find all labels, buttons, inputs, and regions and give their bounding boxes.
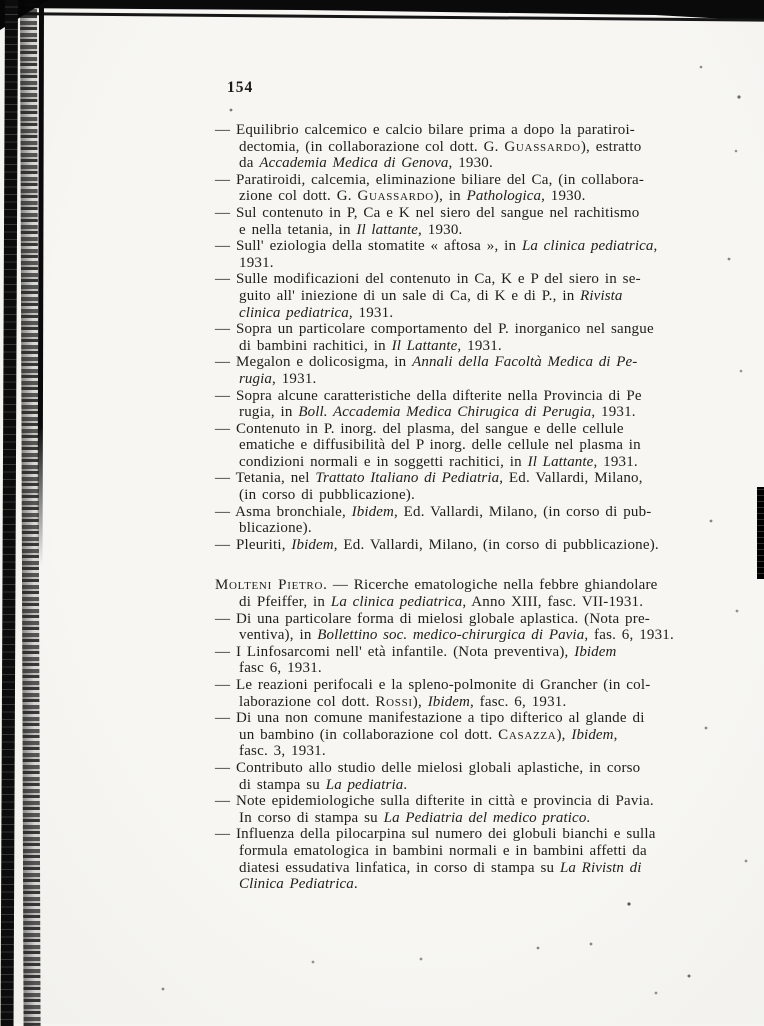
- entry-line: [215, 288, 735, 305]
- entry-text: fasc. 3, 1931.: [239, 743, 326, 760]
- entry-text: ), in: [433, 188, 467, 205]
- italic-title-text: Bollettino soc. medico-chirurgica di Pavia: [317, 627, 585, 644]
- entry-text: , 1930.: [541, 188, 586, 205]
- entry-text: — Sul contenuto in P, Ca e K nel siero del sangue nel rachitismo: [215, 204, 640, 221]
- entry-text: — Sull' eziologia della stomatite « aftosa », in: [215, 238, 522, 255]
- entry-text: — Di una non comune manifestazione a tipo difterico al glande di: [215, 710, 645, 727]
- entry-line: [215, 777, 735, 794]
- bibliography-entry: [215, 388, 735, 421]
- entry-text: , 1931.: [457, 337, 502, 354]
- bibliography-entry: [215, 611, 735, 644]
- bibliography-entry: [215, 826, 735, 892]
- bibliography-entry: [215, 644, 735, 677]
- italic-title-text: Il Lattante: [391, 337, 458, 354]
- entry-line: [215, 743, 735, 760]
- smallcaps-name: Casazza: [498, 726, 557, 743]
- entry-text: di stampa su: [239, 776, 326, 793]
- bibliography-section-2: [215, 577, 735, 892]
- entry-text: rugia, in: [239, 404, 299, 421]
- smallcaps-name: Rossi: [375, 693, 413, 710]
- entry-line: [215, 371, 735, 388]
- bibliography-entry: [215, 172, 735, 205]
- entry-line: [215, 677, 735, 694]
- italic-title-text: Annali della Facoltà Medica di Pe-: [412, 354, 638, 371]
- entry-text: In corso di stampa su: [239, 809, 384, 826]
- entry-line: [215, 271, 735, 288]
- bibliography-entry: [215, 504, 735, 537]
- entry-text: , 1930.: [448, 155, 493, 172]
- italic-title-text: Ibidem: [427, 693, 470, 710]
- entry-text: blicazione).: [239, 520, 312, 537]
- bibliography-entry: [215, 421, 735, 471]
- entry-text: — Sulle modificazioni del contenuto in Ca, K e P del siero in se-: [215, 271, 641, 288]
- entry-line: [215, 155, 735, 172]
- entry-line: [215, 222, 735, 239]
- entry-text: , 1930.: [418, 221, 463, 238]
- entry-line: [215, 727, 735, 744]
- italic-title-text: Rivista: [580, 287, 623, 304]
- italic-title-text: La clinica pediatrica: [330, 594, 463, 611]
- entry-line: [215, 537, 735, 554]
- bibliography-entry: [215, 271, 735, 321]
- entry-text: diatesi essudativa linfatica, in corso di stampa su: [239, 859, 560, 876]
- entry-line: [215, 454, 735, 471]
- bibliography-entry: [215, 205, 735, 238]
- entry-text: , Ed. Vallardi, Milano, (in corso di pub-: [393, 503, 652, 520]
- entry-text: — Equilibrio calcemico e calcio bilare prima a dopo la paratiroi-: [215, 122, 636, 138]
- entry-text: ematiche e diffusibilità del P inorg. delle cellule nel plasma in: [239, 437, 641, 454]
- entry-line: [215, 594, 735, 611]
- smallcaps-name: Molteni Pietro: [215, 577, 324, 594]
- entry-text: — Asma bronchiale,: [215, 503, 352, 520]
- italic-title-text: Ibidem: [291, 536, 334, 553]
- entry-text: condizioni normali e in soggetti rachitici, in: [239, 453, 528, 470]
- entry-text: .: [586, 809, 591, 826]
- entry-line: [215, 520, 735, 537]
- entry-line: [215, 860, 735, 877]
- entry-text: ventiva), in: [239, 627, 318, 644]
- entry-text: di bambini rachitici, in: [239, 337, 392, 354]
- entry-text: — Influenza della pilocarpina sul numero dei globuli bianchi e sulla: [215, 826, 656, 843]
- entry-text: ,: [613, 726, 618, 743]
- entry-text: , Ed. Vallardi, Milano,: [499, 470, 643, 487]
- italic-title-text: Il Lattante: [527, 453, 594, 470]
- entry-line: [215, 321, 735, 338]
- entry-text: , 1931.: [348, 304, 394, 321]
- bibliography-entry: [215, 710, 735, 760]
- bibliography-text-block: [215, 122, 735, 893]
- entry-text: , 1931.: [593, 453, 638, 470]
- page-number: 154: [227, 79, 254, 96]
- entry-line: [215, 826, 735, 843]
- entry-text: , Ed. Vallardi, Milano, (in corso di pubblicazione).: [333, 536, 659, 553]
- entry-text: , fasc. 6, 1931.: [469, 693, 567, 710]
- italic-title-text: Ibidem: [571, 726, 614, 743]
- entry-text: formula ematologica in bambini normali e in bambini affetti da: [239, 842, 647, 859]
- entry-line: [215, 255, 735, 272]
- entry-text: ), estratto: [580, 138, 642, 155]
- scan-artifact-right-edge: [757, 487, 764, 579]
- bibliography-entry: [215, 470, 735, 503]
- entry-line: [215, 793, 735, 810]
- entry-line: [215, 627, 735, 644]
- italic-title-text: Il lattante: [356, 221, 419, 238]
- entry-text: , Anno XIII, fasc. VII-1931.: [462, 594, 644, 611]
- entry-line: [215, 760, 735, 777]
- entry-line: [215, 338, 735, 355]
- italic-title-text: La Pediatria del medico pratico: [383, 809, 587, 826]
- entry-text: . — Ricerche ematologiche nella febbre ghiandolare: [323, 577, 658, 594]
- italic-title-text: clinica pediatrica: [239, 304, 349, 321]
- entry-text: ,: [653, 238, 658, 255]
- entry-text: — Pleuriti,: [215, 536, 292, 553]
- entry-line: [215, 876, 735, 893]
- entry-line: [215, 354, 735, 371]
- entry-line: [215, 188, 735, 205]
- bibliography-entry: [215, 677, 735, 710]
- smallcaps-name: Guassardo: [357, 188, 434, 205]
- entry-line: [215, 205, 735, 222]
- entry-line: [215, 810, 735, 827]
- entry-text: un bambino (in collaborazione col dott.: [239, 726, 499, 743]
- bibliography-entry: [215, 321, 735, 354]
- bibliography-entry: [215, 760, 735, 793]
- entry-text: laborazione col dott.: [239, 693, 376, 710]
- entry-text: — Tetania, nel: [215, 470, 316, 487]
- italic-title-text: La Rivistn di: [559, 859, 642, 876]
- entry-line: [215, 421, 735, 438]
- bibliography-entry: [215, 238, 735, 271]
- entry-text: .: [403, 776, 408, 793]
- entry-text: — Sopra alcune caratteristiche della difterite nella Provincia di Pe: [215, 387, 642, 404]
- italic-title-text: Ibidem: [351, 503, 394, 520]
- entry-line: [215, 644, 735, 661]
- bibliography-section-1: [215, 122, 735, 553]
- bibliography-entry: [215, 793, 735, 826]
- entry-text: zione col dott. G.: [239, 188, 358, 205]
- entry-text: ),: [556, 726, 572, 743]
- entry-text: .: [353, 876, 358, 893]
- italic-title-text: rugia: [239, 370, 273, 387]
- smallcaps-name: Guassardo: [504, 138, 581, 155]
- entry-line: [215, 710, 735, 727]
- entry-text: , fas. 6, 1931.: [584, 627, 674, 644]
- italic-title-text: Pathologica: [466, 188, 542, 205]
- entry-text: — Sopra un particolare comportamento del P. inorganico nel sangue: [215, 321, 654, 338]
- italic-title-text: Accademia Medica di Genova: [259, 155, 449, 172]
- bibliography-entry: [215, 537, 735, 554]
- bibliography-entry: [215, 354, 735, 387]
- italic-title-text: Clinica Pediatrica: [239, 876, 354, 893]
- entry-line: [215, 487, 735, 504]
- entry-text: e nella tetania, in: [239, 221, 357, 238]
- italic-title-text: Boll. Accademia Medica Chirugica di Perugia: [298, 404, 592, 421]
- italic-title-text: La pediatria: [325, 776, 404, 793]
- entry-line: [215, 388, 735, 405]
- entry-text: — I Linfosarcomi nell' età infantile. (Nota preventiva),: [215, 643, 575, 660]
- entry-line: [215, 305, 735, 322]
- entry-text: — Le reazioni perifocali e la spleno-polmonite di Grancher (in col-: [215, 677, 651, 693]
- entry-line: [215, 238, 735, 255]
- entry-text: — Contributo allo studio delle mielosi globali aplastiche, in corso: [215, 759, 641, 776]
- entry-line: [215, 470, 735, 487]
- entry-text: — Di una particolare forma di mielosi globale aplastica. (Nota pre-: [215, 610, 651, 627]
- scan-specks: [0, 0, 2, 2]
- entry-text: di Pfeiffer, in: [239, 594, 331, 611]
- entry-line: [215, 577, 735, 594]
- entry-text: — Paratiroidi, calcemia, eliminazione biliare del Ca, (in collabora-: [215, 171, 645, 188]
- italic-title-text: Trattato Italiano di Pediatria: [315, 470, 500, 487]
- entry-line: [215, 437, 735, 454]
- entry-line: [215, 611, 735, 628]
- entry-line: [215, 122, 735, 139]
- entry-line: [215, 404, 735, 421]
- italic-title-text: La clinica pediatrica: [521, 238, 654, 255]
- entry-text: dectomia, (in collaborazione col dott. G.: [239, 138, 505, 155]
- entry-text: da: [239, 155, 260, 172]
- entry-text: (in corso di pubblicazione).: [239, 487, 415, 504]
- italic-title-text: Ibidem: [574, 643, 617, 660]
- entry-text: guito all' iniezione di un sale di Ca, di K e di P., in: [239, 287, 581, 304]
- entry-text: — Megalon e dolicosigma, in: [215, 354, 413, 371]
- entry-line: [215, 843, 735, 860]
- bibliography-entry: [215, 577, 735, 610]
- entry-line: [215, 694, 735, 711]
- entry-text: 1931.: [239, 254, 274, 271]
- entry-line: [215, 139, 735, 156]
- entry-line: [215, 504, 735, 521]
- entry-text: — Note epidemiologiche sulla difterite in città e provincia di Pavia.: [215, 793, 654, 810]
- bibliography-entry: [215, 122, 735, 172]
- entry-line: [215, 172, 735, 189]
- entry-text: , 1931.: [272, 370, 317, 387]
- entry-line: [215, 660, 735, 677]
- entry-text: , 1931.: [591, 404, 636, 421]
- entry-text: ),: [412, 693, 428, 710]
- entry-text: fasc 6, 1931.: [239, 660, 322, 677]
- entry-text: — Contenuto in P. inorg. del plasma, del sangue e delle cellule: [215, 420, 624, 437]
